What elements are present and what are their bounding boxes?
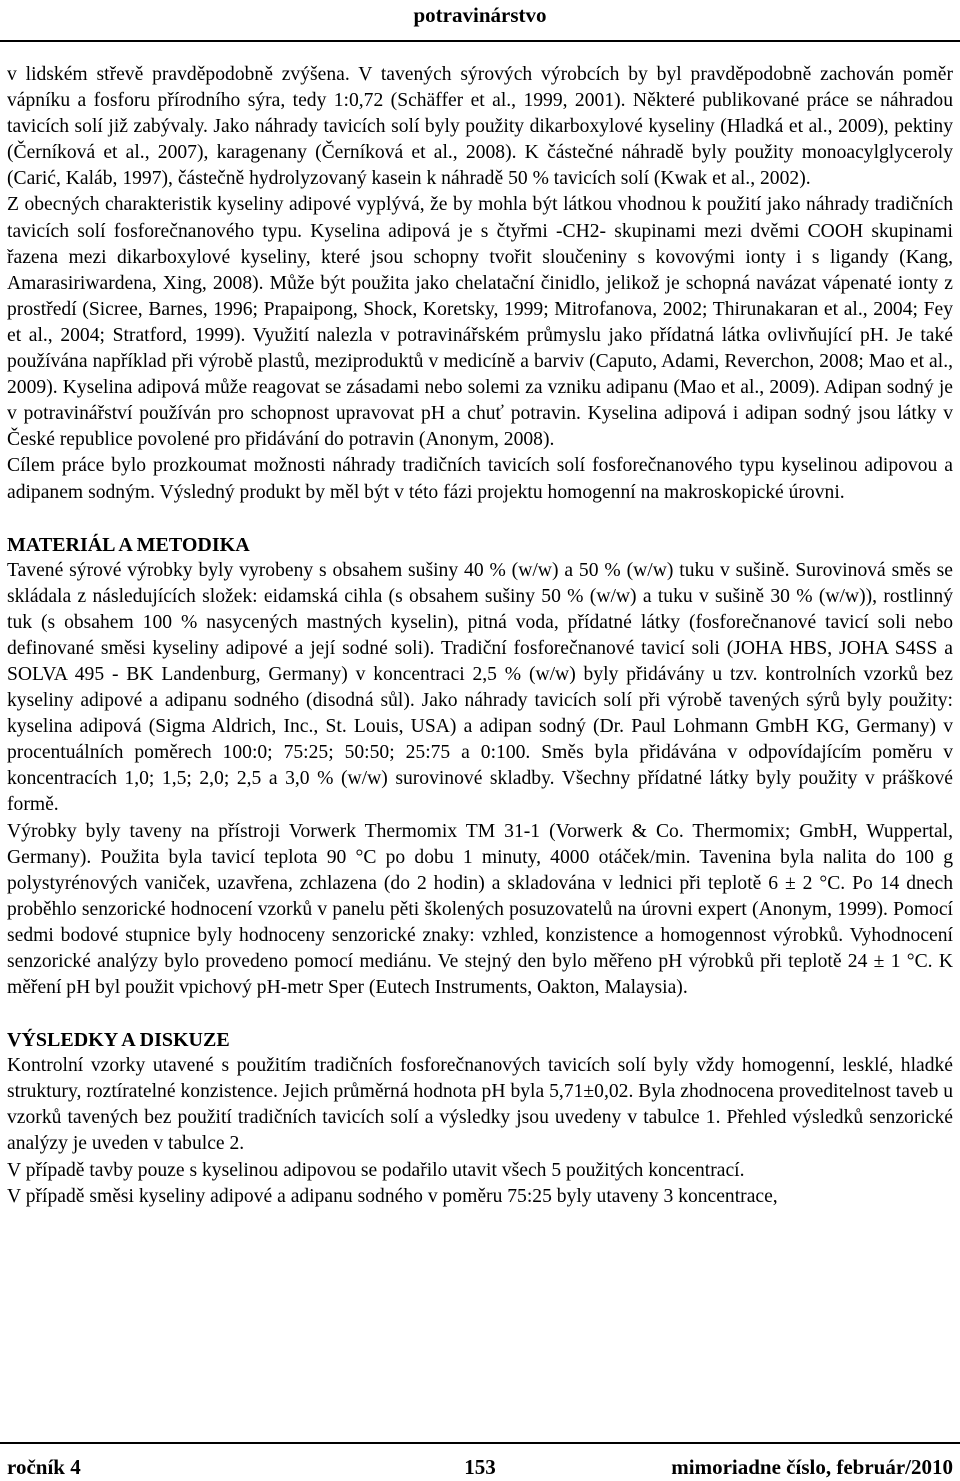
paragraph-adipic-acid: Z obecných charakteristik kyseliny adipové vyplývá, že by mohla být látkou vhodnou k použití jako náhrady tradičních tavicích solí fosforečnanového typu. Kyselina adipová je s čtyřmi -CH2- skupinami mezi dvěmi COOH skupinami řazena mezi dikarboxylové kyseliny, které jsou schopny tvořit sloučeniny s kovovými ionty i s ligandy (Kang, Amarasiriwardena, Xing, 2008). Může být použita jako chelatační činidlo, jelikož je schopná navázat vápenaté ionty z prostředí (Sicree, Barnes, 1996; Prapaipong, Shock, Koretsky, 1999; Mitrofanova, 2002; Thirunakaran et al., 2004; Fey et al., 2004; Stratford, 1999). Využití nalezla v potravinářském průmyslu jako přídatná látka ovlivňující pH. Je také používána například při výrobě plastů, meziproduktů v medicíně a barviv (Caputo, Adami, Reverchon, 2008; Mao et al., 2009). Kyselina adipová může reagovat se zásadami nebo solemi za vzniku adipanu (Mao et al., 2009). Adipan sodný je v potravinářství používán pro schopnost upravovat pH a chuť potravin. Kyselina adipová i adipan sodný jsou látky v České republice povolené pro přidávání do potravin (Anonym, 2008). bbox=[7, 194, 953, 451]
footer-issue: mimoriadne číslo, február/2010 bbox=[671, 1455, 953, 1479]
paragraph-aim: Cílem práce bylo prozkoumat možnosti náhrady tradičních tavicích solí fosforečnanového typu kyselinou adipovou a adipanem sodným. Výsledný produkt by měl být v této fázi projektu homogenní na makroskopické úrovni. bbox=[7, 455, 953, 503]
heading-methods: MATERIÁL A METODIKA bbox=[7, 533, 250, 556]
page-number: 153 bbox=[464, 1455, 496, 1479]
heading-results: VÝSLEDKY A DISKUZE bbox=[7, 1029, 230, 1052]
journal-title: potravinárstvo bbox=[413, 3, 547, 27]
paragraph-materials: Tavené sýrové výrobky byly vyrobeny s obsahem sušiny 40 % (w/w) a 50 % (w/w) tuku v sušině. Surovinová směs se skládala z následujících složek: eidamská cihla (s obsahem sušiny 50 % (w/w) a tuku v sušině 30 % (w/w)), rostlinný tuk (s obsahem 100 % nasycených mastných kyselin), pitná voda, přídatné látky (fosforečnanové tavicí soli nebo definované směsi kyseliny adipové a její sodné soli). Tradiční fosforečnanové tavicí soli (JOHA HBS, JOHA S4SS a SOLVA 495 - BK Landenburg, Germany) v koncentraci 2,5 % (w/w) byly přidávány u tzv. kontrolních vzorků bez kyseliny adipové a adipanu sodného (disodná sůl). Jako náhrady tavicích solí při výrobě tavených sýrů byly použity: kyselina adipová (Sigma Aldrich, Inc., St. Louis, USA) a adipan sodný (Dr. Paul Lohmann GmbH KG, Germany) v procentuálních poměrech 100:0; 75:25; 50:50; 25:75 a 0:100. Směs byla přidávána v odpovídajícím poměru v koncentracích 1,0; 1,5; 2,0; 2,5 a 3,0 % (w/w) surovinové skladby. Všechny přídatné látky byly použity v práškové formě. bbox=[7, 559, 953, 816]
paragraph-results-mixture: V případě směsi kyseliny adipové a adipanu sodného v poměru 75:25 byly utaveny 3 koncentrace, bbox=[7, 1185, 778, 1207]
article-body bbox=[7, 62, 953, 1210]
header-rule bbox=[0, 40, 960, 42]
paragraph-results-adipic: V případě tavby pouze s kyselinou adipovou se podařilo utavit všech 5 použitých koncentrací. bbox=[7, 1159, 745, 1181]
paragraph-methods: Výrobky byly taveny na přístroji Vorwerk Thermomix TM 31-1 (Vorwerk & Co. Thermomix; GmbH, Wuppertal, Germany). Použita byla tavicí teplota 90 °C po dobu 1 minuty, 4000 otáček/min. Tavenina byla nalita do 100 g polystyrénových vaniček, uzavřena, zchlazena (do 2 hodin) a skladována v lednici při teplotě 6 ± 2 °C. Po 14 dnech proběhlo senzorické hodnocení vzorků v panelu pěti školených posuzovatelů na úrovni expert (Anonym, 1999). Pomocí sedmi bodové stupnice byly hodnoceny senzorické znaky: vzhled, konzistence a homogennost výrobků. Vyhodnocení senzorické analýzy bylo provedeno pomocí mediánu. Ve stejný den bylo měřeno pH výrobků při teplotě 24 ± 1 °C. K měření pH byl použit vpichový pH-metr Sper (Eutech Instruments, Oakton, Malaysia). bbox=[7, 820, 953, 999]
footer-rule bbox=[0, 1442, 960, 1444]
paragraph-intro-end: v lidském střevě pravděpodobně zvýšena. V tavených sýrových výrobcích by byl pravděpodobně zachován poměr vápníku a fosforu přírodního sýra, tedy 1:0,72 (Schäffer et al., 1999, 2001). Některé publikované práce se náhradou tavicích solí již zabývaly. Jako náhrady tavicích solí byly použity dikarboxylové kyseliny (Hladká et al., 2009), pektiny (Černíková et al., 2007), karagenany (Černíková et al., 2008). K částečné náhradě byly použity monoacylglyceroly (Carić, Kaláb, 1997), částečně hydrolyzovaný kasein k náhradě 50 % tavicích solí (Kwak et al., 2002). bbox=[7, 64, 953, 190]
paragraph-results-control: Kontrolní vzorky utavené s použitím tradičních fosforečnanových tavicích solí byly vždy homogenní, lesklé, hladké struktury, roztíratelné konzistence. Jejich průměrná hodnota pH byla 5,71±0,02. Byla zhodnocena proveditelnost taveb u vzorků tavených bez použití tradičních tavicích solí a výsledky jsou uvedeny v tabulce 1. Přehled výsledků senzorické analýzy je uveden v tabulce 2. bbox=[7, 1055, 953, 1155]
footer-volume: ročník 4 bbox=[7, 1455, 81, 1479]
